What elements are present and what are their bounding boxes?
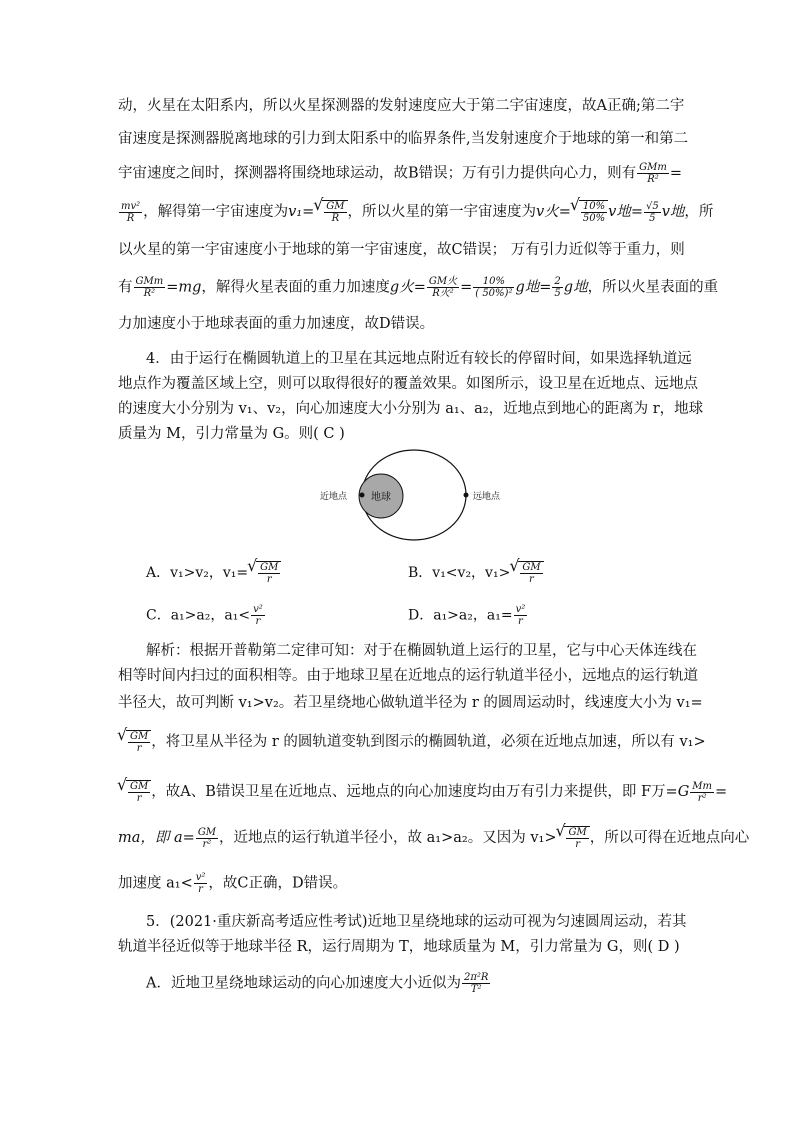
text-line [118,276,719,299]
fraction [462,972,490,995]
text-span: 有 [118,279,133,296]
numerator: √ GM [130,731,149,742]
solution-line [118,730,706,754]
denominator: r [255,616,261,627]
solution-line [118,826,750,850]
denominator: ( 50%)² [475,288,513,299]
fraction [196,827,218,850]
sqrt [579,200,608,224]
numerator: 10% [473,276,514,288]
text-span: ，所以可得在近地点向心 [589,830,750,846]
text-span: ，所 [684,204,714,220]
fraction [690,781,714,804]
solution-line: 半径大，故可判断 v₁>v₂。若卫星绕地心做轨道半径为 r 的圆周运动时，线速度大小为 v₁= [118,695,703,711]
fraction [552,276,562,299]
fraction [644,201,661,224]
fraction [566,827,588,850]
math-text: v地 [608,204,631,220]
denominator: r² [697,792,707,804]
fraction [473,276,514,299]
math-text: G [677,784,690,800]
text-span: 加速度 a₁< [118,875,193,892]
math-text: =mg [166,279,202,296]
denominator: r [136,743,142,754]
denominator: r [266,574,272,585]
perigee-point [360,493,365,498]
fraction [134,276,166,299]
question-5-option-a [146,972,678,995]
numerator: √ GM [326,201,345,212]
text-span: 宇宙速度之间时，探测器将围绕地球运动，故B错误；万有引力提供向心力，则有 [118,165,637,182]
denominator: r² [202,838,212,850]
solution-line: 相等时间内扫过的面积相等。由于地球卫星在近地点的运行轨道半径小，远地点的运行轨道 [118,668,698,684]
denominator: r [198,884,203,895]
denominator: r [518,616,523,627]
apogee-point [464,493,469,498]
numerator: √ GM [130,781,149,792]
equals: = [460,279,473,296]
option-a [146,561,281,585]
question-4-line: 的速度大小分别为 v₁、v₂，向心加速度大小分别为 a₁、a₂，近地点到地心的距离为 r，地球 [118,401,704,417]
math-text: g火= [389,279,426,296]
denominator: R² [647,174,659,185]
denominator: r [575,839,580,850]
fraction [324,201,346,224]
text-line: 动，火星在太阳系内，所以火星探测器的发射速度应大于第二宇宙速度，故A正确;第二宇 [118,98,685,114]
numerator: mv² [121,200,141,212]
text-span: ，近地点的运行轨道半径小，故 a₁>a₂。又因为 v₁> [219,830,557,846]
question-4-line: 4．由于运行在椭圆轨道上的卫星在其远地点附近有较长的停留时间，如果选择轨道远 [146,351,692,367]
option-text: A．v₁>v₂，v₁= [146,565,249,581]
numerator: √ GM [568,827,587,838]
denominator: R [126,212,135,224]
equals: = [669,165,683,182]
solution-line [118,780,728,804]
text-span: ，故C正确，D错误。 [208,875,348,892]
fraction [581,201,607,224]
option-c [146,604,266,627]
option-text: C．a₁>a₂，a₁< [146,607,251,624]
denominator: T² [470,984,482,995]
fraction [128,781,150,804]
apogee-label: 远地点 [473,492,501,502]
fraction [520,562,542,585]
denominator: 50% [582,213,606,224]
question-5-line: 轨道半径近似等于地球半径 R，运行周期为 T，地球质量为 M，引力常量为 G，则( D ) [118,939,680,955]
equals: = [715,784,728,800]
question-4-line: 质量为 M，引力常量为 G。则( C ) [118,426,345,442]
math-text: v地 [661,204,685,220]
sqrt [564,826,589,850]
solution-line [118,872,678,895]
option-b [408,561,544,585]
text-span: ，所以火星表面的重 [587,279,719,296]
math-text: v火= [536,204,571,220]
denominator: r [136,793,142,804]
option-d [408,604,528,627]
sqrt [518,561,543,585]
numerator: v² [195,872,206,883]
text-line: 宙速度是探测器脱离地球的引力到太阳系中的临界条件,当发射速度介于地球的第一和第二 [118,131,689,147]
text-span: ，故A、B错误卫星在近地点、远地点的向心加速度均由万有引力来提供，即 F万= [151,784,678,800]
math-text: g地 [515,279,540,296]
denominator: 5 [554,288,561,299]
numerator: √ GM [522,562,541,573]
question-4-line: 地点作为覆盖区域上空，则可以取得很好的覆盖效果。如图所示，设卫星在近地点、远地点 [118,376,698,392]
text-span: ，将卫星从半径为 r 的圆轨道变轨到图示的椭圆轨道，必须在近地点加速，所以有 v₁> [151,734,706,750]
sqrt [256,561,281,585]
denominator: r [529,574,534,585]
fraction [427,276,459,299]
math-text: g地 [563,279,588,296]
numerator: GMm [135,276,164,287]
option-text: B．v₁<v₂，v₁> [408,565,511,581]
sqrt [126,730,151,754]
question-5-line: 5．(2021·重庆新高考适应性考试)近地卫星绕地球的运动可视为匀速圆周运动，若其 [146,914,687,930]
numerator: Mm [692,780,713,792]
numerator: GM火 [428,276,458,287]
numerator: GM [197,826,217,838]
text-line: 以火星的第一宇宙速度小于地球的第一宇宙速度，故C错误； 万有引力近似等于重力，则 [118,242,685,258]
fraction [251,604,265,627]
numerator: √ 10% [582,201,606,212]
numerator: v² [253,604,263,615]
numerator: v² [515,604,526,615]
numerator: √ GM [260,562,279,573]
numerator: √5 [645,200,659,212]
text-line: 力加速度小于地球表面的重力加速度，故D错误。 [118,316,435,332]
solution-line: 解析：根据开普勒第二定律可知：对于在椭圆轨道上运行的卫星，它与中心天体连线在 [146,643,697,659]
text-span: A．近地卫星绕地球运动的向心加速度大小近似为 [146,975,461,992]
text-span: ，所以火星的第一宇宙速度为 [347,204,537,220]
sqrt [126,780,151,804]
denominator: R² [143,288,156,299]
text-line [118,162,683,185]
denominator: R [331,213,340,224]
text-span: ，解得第一宇宙速度为 [143,204,289,220]
fraction [194,872,208,895]
fraction [128,731,150,754]
fraction [637,162,669,185]
earth-label: 地球 [371,492,391,503]
equals: = [539,279,552,296]
numerator: GMm [639,162,667,173]
perigee-label: 近地点 [320,492,348,502]
denominator: 5 [649,212,656,224]
text-span: ，解得火星表面的重力加速度 [201,279,390,296]
fraction [119,201,142,224]
text-span: ma，即 a= [118,830,195,846]
orbit-diagram [310,448,520,544]
text-line [118,200,714,224]
option-text: D．a₁>a₂，a₁= [408,607,513,624]
math-text: v₁= [288,204,315,220]
fraction [258,562,280,585]
fraction [514,604,528,627]
numerator: 2π²R [463,972,489,983]
sqrt [322,200,347,224]
equals: = [630,204,643,220]
numerator: 2 [554,276,561,287]
denominator: R火² [432,288,454,299]
